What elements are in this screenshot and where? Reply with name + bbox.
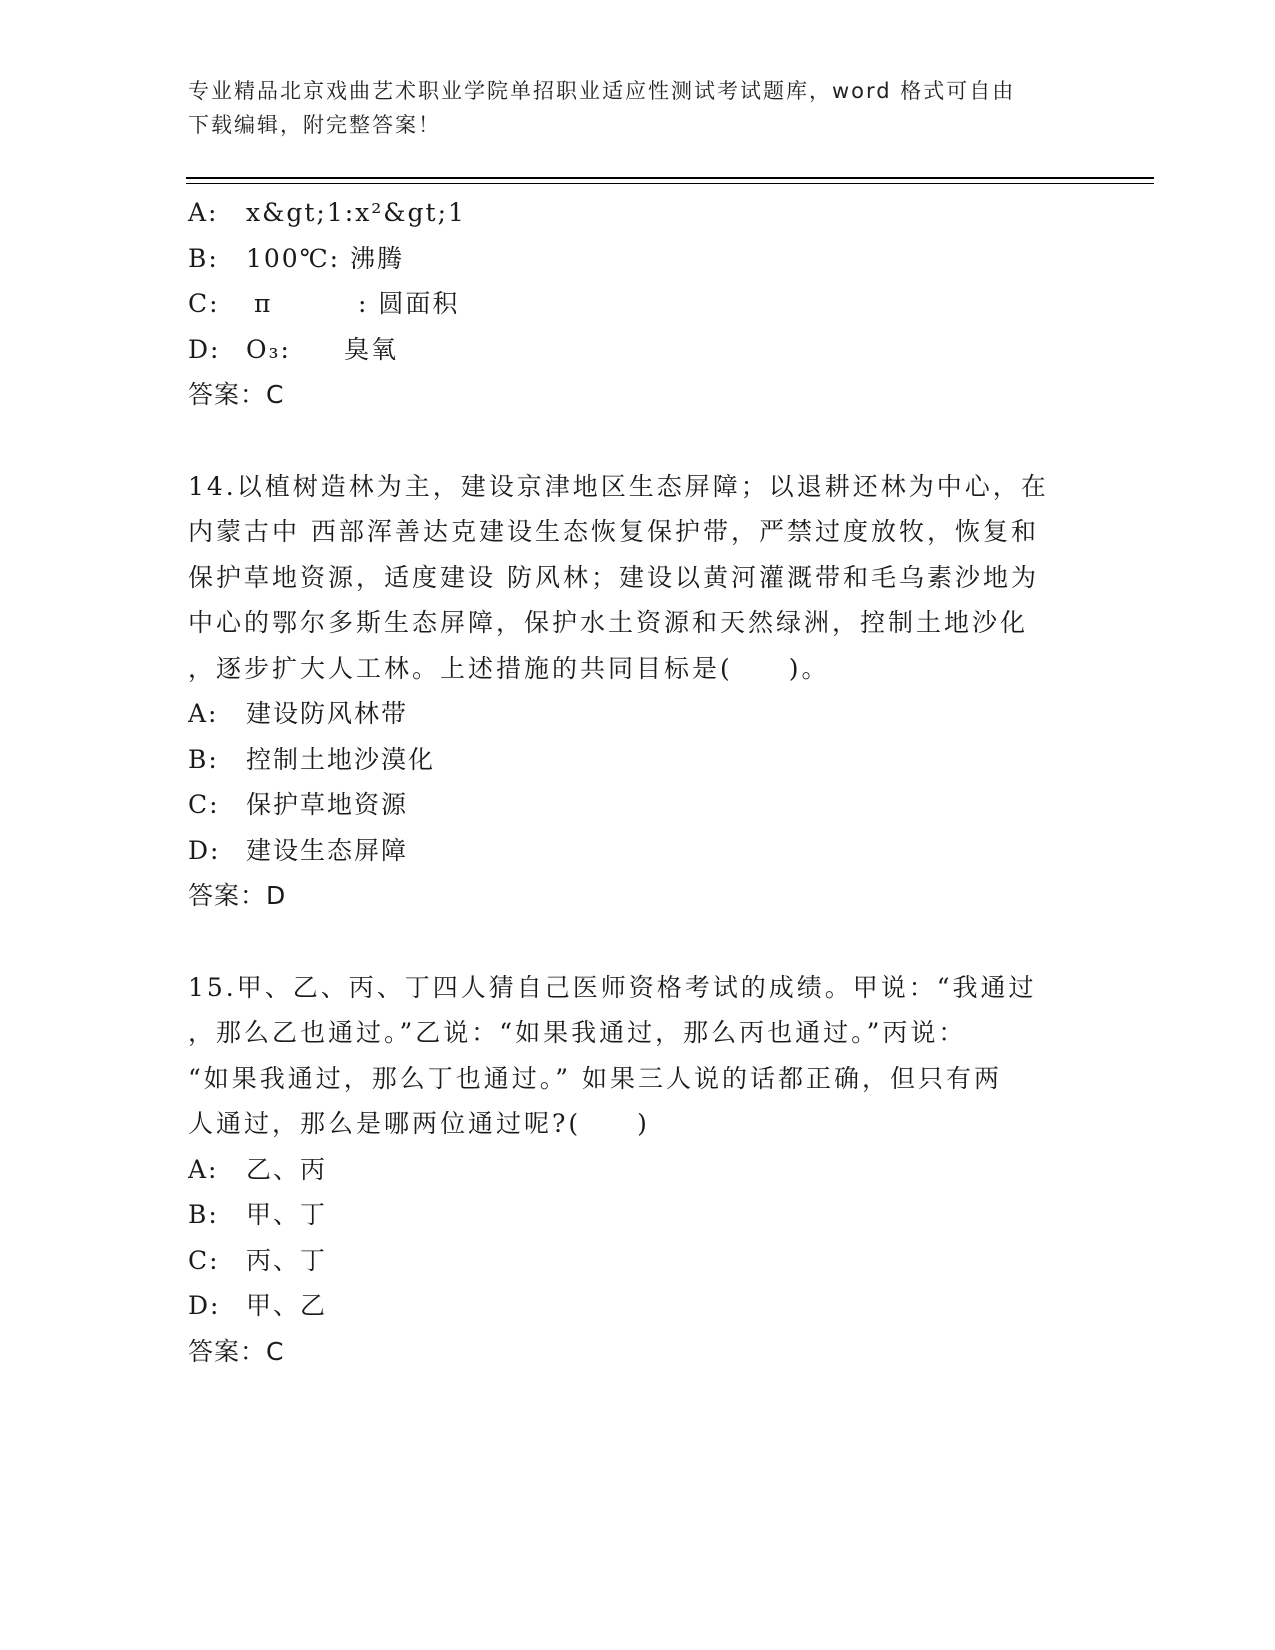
option-text: 甲、丁 bbox=[246, 1200, 328, 1229]
question-text-line: 14.以植树造林为主，建设京津地区生态屏障；以退耕还林为中心，在 bbox=[188, 471, 1049, 501]
option-c bbox=[188, 281, 1088, 327]
option-a bbox=[188, 190, 1088, 236]
option-text: 控制土地沙漠化 bbox=[246, 744, 436, 774]
option-d bbox=[188, 828, 1088, 874]
option-text-symbol: π bbox=[254, 289, 273, 318]
option-a bbox=[188, 1147, 1088, 1193]
option-letter: B: bbox=[188, 243, 219, 273]
question-text-line: 人通过，那么是哪两位通过呢?( ) bbox=[188, 1109, 650, 1138]
option-text: 甲、乙 bbox=[246, 1291, 328, 1320]
option-letter: C: bbox=[188, 790, 220, 819]
option-b bbox=[188, 1192, 1088, 1238]
header-rule-thin bbox=[186, 183, 1154, 184]
option-text: 保护草地资源 bbox=[246, 790, 409, 819]
header-line-2: 下载编辑，附完整答案！ bbox=[188, 113, 441, 137]
question-13 bbox=[188, 190, 1088, 418]
header-rule-thick bbox=[186, 177, 1154, 179]
option-letter: D: bbox=[188, 835, 221, 865]
option-letter: A: bbox=[188, 198, 219, 227]
question-14 bbox=[188, 464, 1088, 919]
question-text-line: “如果我通过，那么丁也通过。” 如果三人说的话都正确，但只有两 bbox=[188, 1063, 1003, 1093]
option-text: : 圆面积 bbox=[358, 289, 460, 318]
question-15 bbox=[188, 965, 1088, 1375]
question-text-line: ，逐步扩大人工林。上述措施的共同目标是( )。 bbox=[188, 653, 830, 683]
option-a bbox=[188, 691, 1088, 737]
answer-line: 答案：C bbox=[188, 1336, 285, 1366]
option-text: 丙、丁 bbox=[246, 1245, 328, 1275]
document-header bbox=[188, 74, 1068, 142]
spacer bbox=[188, 919, 1088, 965]
question-text-line: 15.甲、乙、丙、丁四人猜自己医师资格考试的成绩。甲说：“我通过 bbox=[188, 972, 1037, 1002]
option-d bbox=[188, 1283, 1088, 1329]
option-letter: B: bbox=[188, 1200, 219, 1229]
question-text-line: 内蒙古中 西部浑善达克建设生态恢复保护带，严禁过度放牧，恢复和 bbox=[188, 517, 1039, 546]
answer-line: 答案：C bbox=[188, 380, 285, 409]
document-body bbox=[188, 190, 1088, 1374]
option-text: 建设防风林带 bbox=[246, 699, 409, 728]
option-letter: D: bbox=[188, 1291, 221, 1320]
question-text-line: 中心的鄂尔多斯生态屏障，保护水土资源和天然绿洲，控制土地沙化 bbox=[188, 608, 1029, 637]
option-letter: C: bbox=[188, 289, 220, 318]
option-d bbox=[188, 327, 1088, 373]
header-line-1: 专业精品北京戏曲艺术职业学院单招职业适应性测试考试题库，word 格式可自由 bbox=[188, 79, 1016, 103]
option-text: x&gt;1:x²&gt;1 bbox=[246, 198, 466, 227]
option-b bbox=[188, 236, 1088, 282]
question-text-line: 保护草地资源，适度建设 防风林；建设以黄河灌溉带和毛乌素沙地为 bbox=[188, 562, 1039, 592]
answer-line: 答案：D bbox=[188, 881, 287, 910]
option-text: 100℃: 沸腾 bbox=[246, 243, 405, 273]
option-c bbox=[188, 782, 1088, 828]
option-b bbox=[188, 737, 1088, 783]
option-c bbox=[188, 1238, 1088, 1284]
option-letter: C: bbox=[188, 1245, 220, 1275]
option-letter: A: bbox=[188, 1154, 219, 1184]
option-letter: A: bbox=[188, 699, 219, 728]
question-text-line: ，那么乙也通过。”乙说：“如果我通过，那么丙也通过。”丙说： bbox=[188, 1018, 967, 1047]
spacer bbox=[188, 418, 1088, 464]
option-letter: B: bbox=[188, 744, 219, 774]
option-text: 臭氧 bbox=[344, 334, 399, 364]
option-text: 建设生态屏障 bbox=[246, 835, 409, 865]
option-text: 乙、丙 bbox=[246, 1154, 328, 1184]
option-text-symbol: O₃: bbox=[246, 334, 291, 364]
option-letter: D: bbox=[188, 334, 221, 364]
